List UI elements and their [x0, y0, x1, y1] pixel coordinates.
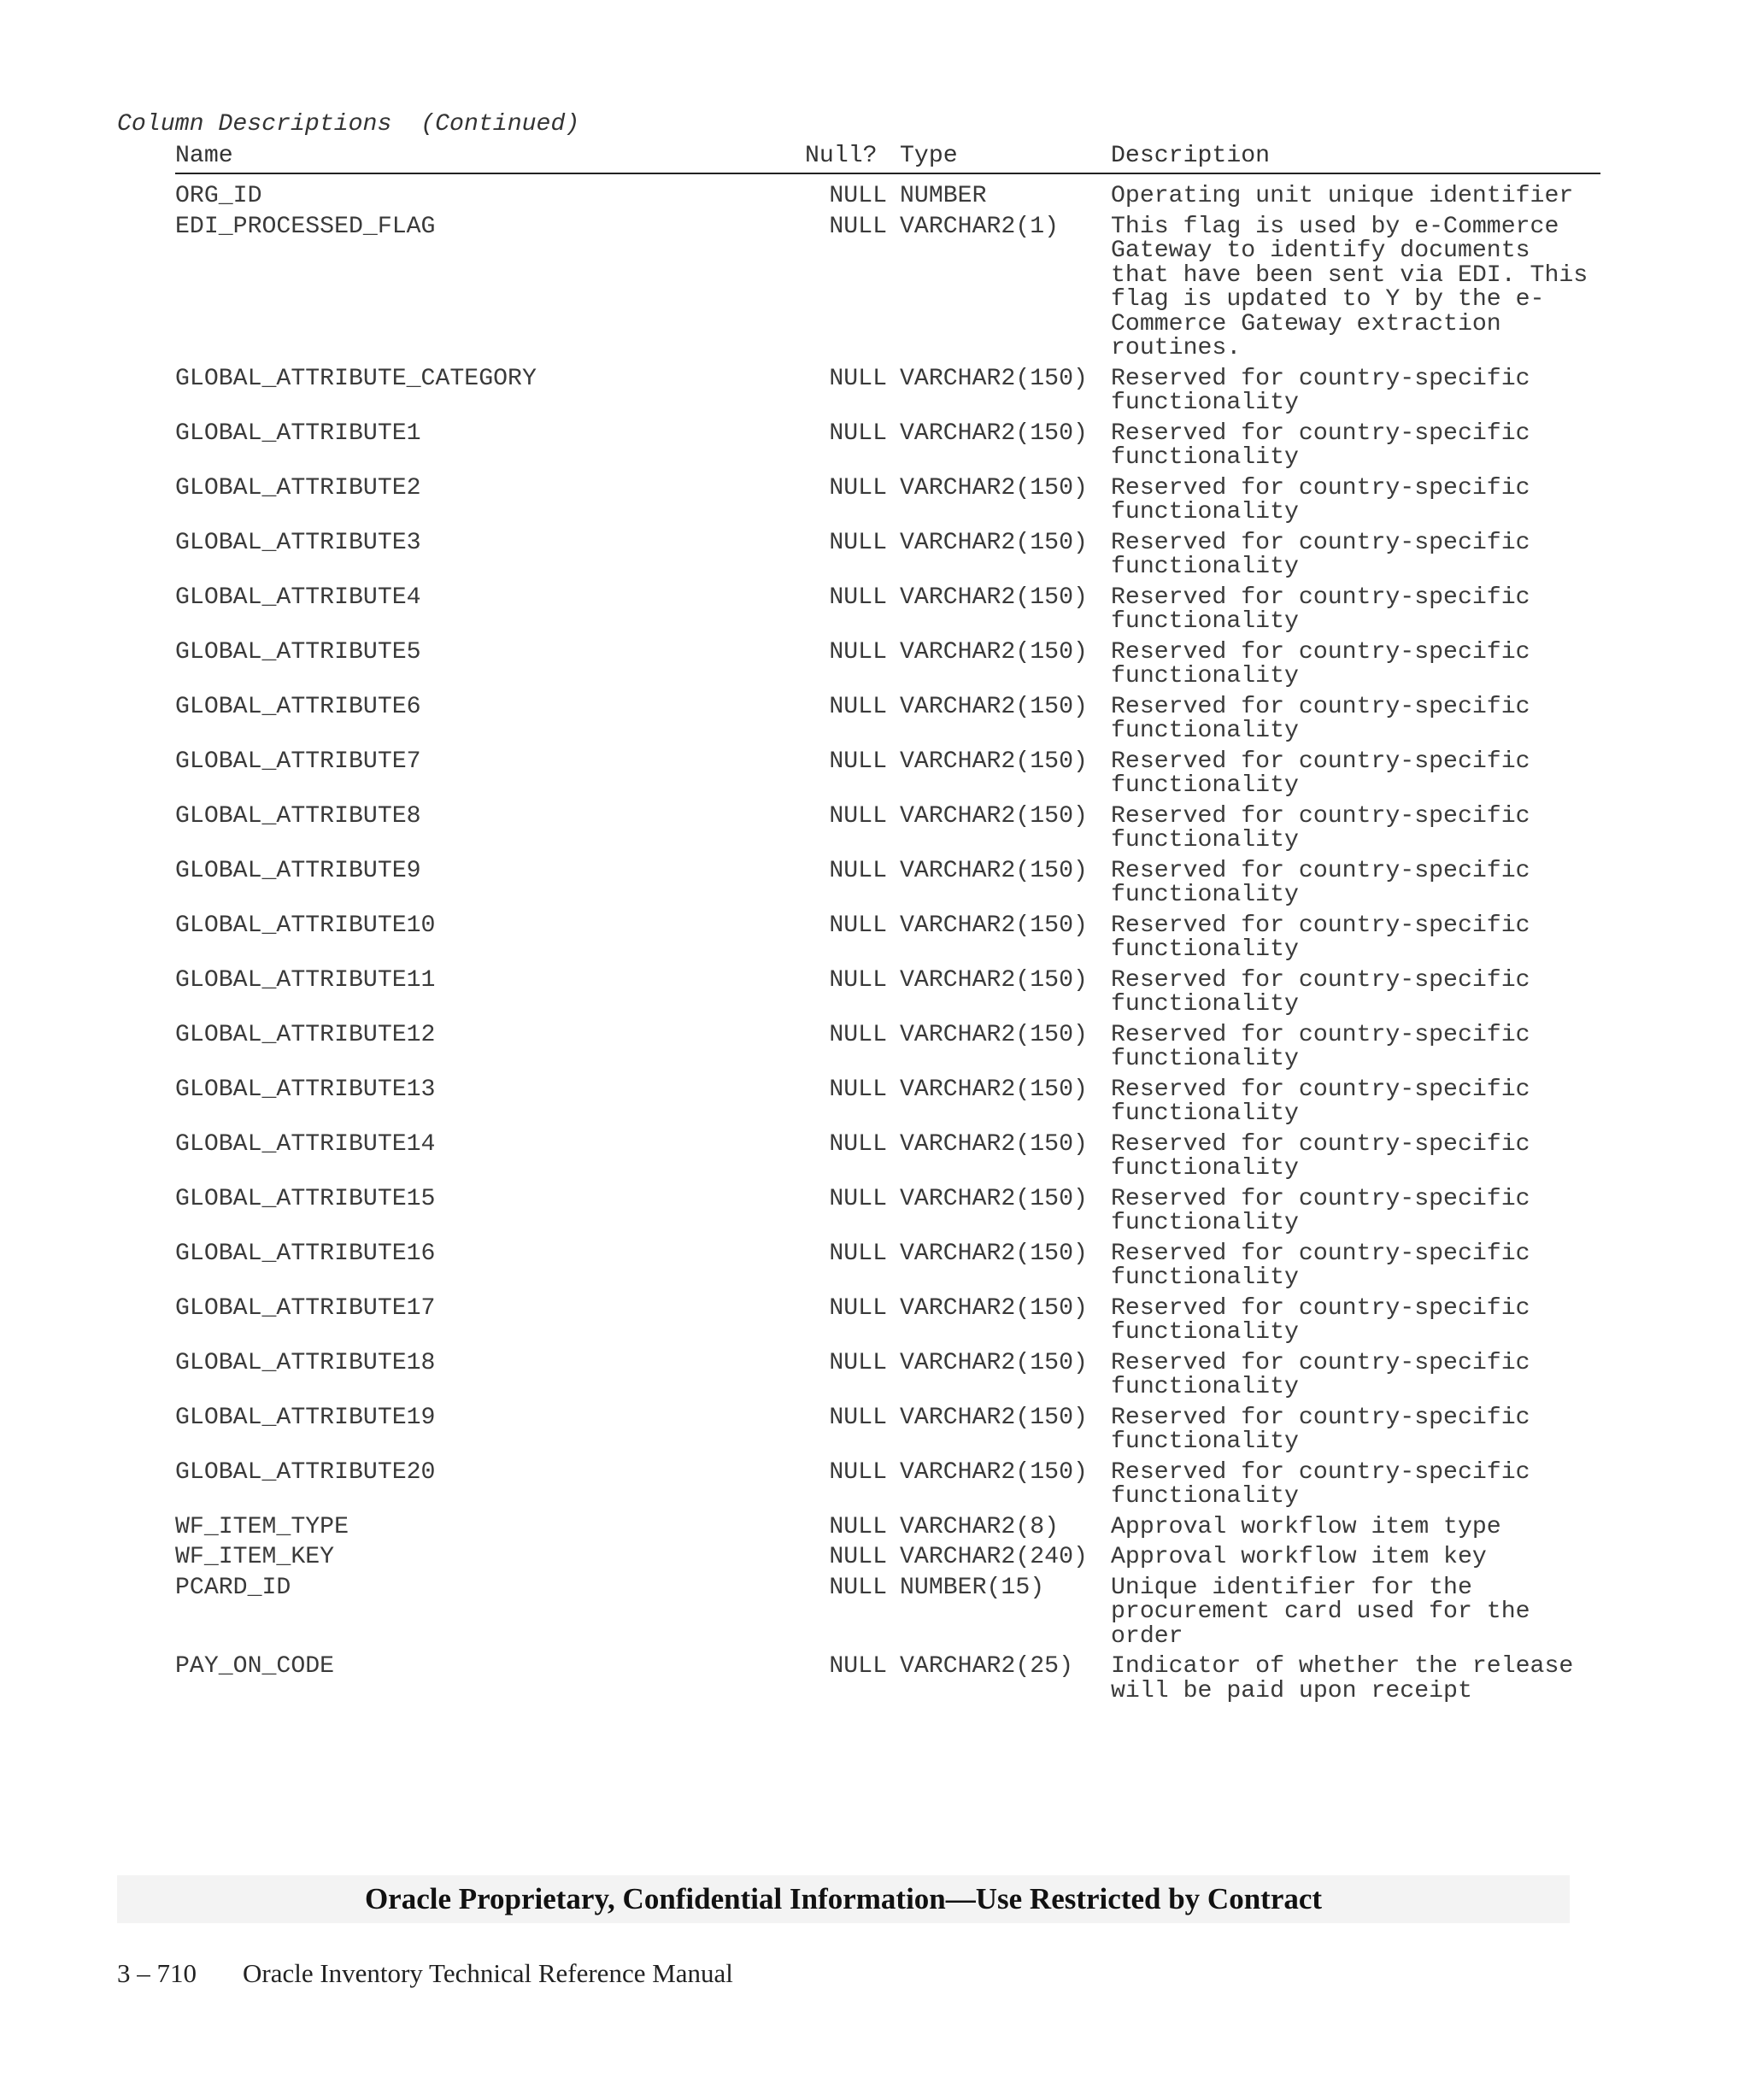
table-row [175, 1078, 1600, 1127]
type-cell: NUMBER(15) [900, 1574, 1045, 1601]
table-row [175, 474, 1600, 525]
column-name-cell: GLOBAL_ATTRIBUTE15 [175, 1185, 436, 1212]
null-cell: NULL [829, 474, 887, 502]
table-row [175, 1546, 1600, 1570]
table-row [175, 966, 1600, 1018]
table-row [175, 1406, 1600, 1455]
table-row [175, 213, 1603, 361]
null-cell: NULL [829, 419, 887, 447]
null-cell: NULL [829, 584, 887, 611]
table-row [175, 1021, 1600, 1072]
column-name-cell: GLOBAL_ATTRIBUTE4 [175, 584, 421, 611]
table-row [175, 1185, 1600, 1236]
description-cell: Reserved for country-specific functionality [1111, 474, 1545, 525]
null-cell: NULL [829, 1185, 887, 1212]
type-cell: VARCHAR2(150) [900, 1130, 1088, 1158]
column-header-description: Description [1111, 143, 1271, 169]
description-cell: Unique identifier for the procurement card used for the order [1111, 1574, 1545, 1650]
description-cell: Reserved for country-specific functionality [1111, 912, 1545, 963]
description-cell: Reserved for country-specific functionality [1111, 966, 1545, 1018]
column-name-cell: GLOBAL_ATTRIBUTE14 [175, 1130, 436, 1158]
column-name-cell: GLOBAL_ATTRIBUTE6 [175, 693, 421, 720]
type-cell: VARCHAR2(150) [900, 1021, 1088, 1048]
confidentiality-text: Oracle Proprietary, Confidential Information––Use Restricted by Contract [364, 1882, 1323, 1915]
column-name-cell: GLOBAL_ATTRIBUTE1 [175, 419, 421, 447]
description-cell: Reserved for country-specific functionality [1111, 1349, 1545, 1400]
table-row [175, 1242, 1600, 1291]
null-cell: NULL [829, 1021, 887, 1048]
null-cell: NULL [829, 802, 887, 830]
null-cell: NULL [829, 693, 887, 720]
description-cell: Indicator of whether the release will be paid upon receipt [1111, 1653, 1589, 1704]
type-cell: NUMBER [900, 183, 987, 209]
column-name-cell: GLOBAL_ATTRIBUTE_CATEGORY [175, 365, 537, 392]
null-cell: NULL [829, 1294, 887, 1322]
type-cell: VARCHAR2(150) [900, 474, 1088, 502]
description-cell: Reserved for country-specific functionality [1111, 1404, 1545, 1455]
description-cell: Reserved for country-specific functionality [1111, 1240, 1545, 1291]
description-cell: Approval workflow item type [1111, 1513, 1501, 1540]
null-cell: NULL [829, 748, 887, 775]
type-cell: VARCHAR2(150) [900, 1349, 1088, 1376]
description-cell: Reserved for country-specific functionality [1111, 1021, 1545, 1072]
type-cell: VARCHAR2(150) [900, 638, 1088, 666]
null-cell: NULL [829, 1240, 887, 1267]
column-name-cell: WF_ITEM_TYPE [175, 1513, 349, 1540]
description-cell: Approval workflow item key [1111, 1544, 1487, 1570]
null-cell: NULL [829, 1574, 887, 1601]
table-row [175, 750, 1600, 799]
type-cell: VARCHAR2(8) [900, 1513, 1060, 1540]
column-name-cell: PAY_ON_CODE [175, 1653, 335, 1680]
table-row [175, 802, 1600, 853]
type-cell: VARCHAR2(150) [900, 1240, 1088, 1267]
confidentiality-banner [117, 1875, 1570, 1923]
table-row [175, 185, 1600, 209]
description-cell: Reserved for country-specific functionality [1111, 1076, 1545, 1127]
description-cell: Reserved for country-specific functionality [1111, 1130, 1545, 1182]
null-cell: NULL [829, 365, 887, 392]
description-cell: Reserved for country-specific functionality [1111, 638, 1545, 689]
null-cell: NULL [829, 1544, 887, 1570]
column-name-cell: GLOBAL_ATTRIBUTE10 [175, 912, 436, 939]
null-cell: NULL [829, 1458, 887, 1486]
type-cell: VARCHAR2(150) [900, 584, 1088, 611]
manual-title: Oracle Inventory Technical Reference Manual [243, 1958, 733, 1988]
null-cell: NULL [829, 213, 887, 240]
column-name-cell: GLOBAL_ATTRIBUTE9 [175, 857, 421, 884]
column-name-cell: GLOBAL_ATTRIBUTE11 [175, 966, 436, 994]
table-row [175, 531, 1600, 580]
column-name-cell: ORG_ID [175, 183, 262, 209]
column-name-cell: GLOBAL_ATTRIBUTE7 [175, 748, 421, 775]
table-body [175, 183, 1603, 1710]
table-row [175, 859, 1600, 908]
column-name-cell: GLOBAL_ATTRIBUTE20 [175, 1458, 436, 1486]
type-cell: VARCHAR2(150) [900, 912, 1088, 939]
column-name-cell: GLOBAL_ATTRIBUTE13 [175, 1076, 436, 1103]
column-name-cell: GLOBAL_ATTRIBUTE17 [175, 1294, 436, 1322]
type-cell: VARCHAR2(150) [900, 693, 1088, 720]
description-cell: Reserved for country-specific functionality [1111, 1185, 1545, 1236]
type-cell: VARCHAR2(150) [900, 1294, 1088, 1322]
column-name-cell: GLOBAL_ATTRIBUTE8 [175, 802, 421, 830]
column-name-cell: PCARD_ID [175, 1574, 291, 1601]
column-name-cell: GLOBAL_ATTRIBUTE12 [175, 1021, 436, 1048]
type-cell: VARCHAR2(1) [900, 213, 1060, 240]
null-cell: NULL [829, 183, 887, 209]
table-row [175, 1349, 1600, 1400]
null-cell: NULL [829, 1349, 887, 1376]
description-cell: Operating unit unique identifier [1111, 183, 1574, 209]
column-name-cell: GLOBAL_ATTRIBUTE16 [175, 1240, 436, 1267]
null-cell: NULL [829, 1513, 887, 1540]
description-cell: Reserved for country-specific functionality [1111, 365, 1545, 416]
type-cell: VARCHAR2(150) [900, 802, 1088, 830]
table-header [175, 144, 1600, 174]
description-cell: Reserved for country-specific functionality [1111, 1294, 1545, 1346]
null-cell: NULL [829, 1076, 887, 1103]
null-cell: NULL [829, 966, 887, 994]
column-header-name: Name [175, 143, 233, 169]
column-name-cell: GLOBAL_ATTRIBUTE3 [175, 529, 421, 556]
description-cell: Reserved for country-specific functionality [1111, 857, 1545, 908]
null-cell: NULL [829, 1130, 887, 1158]
table-row [175, 586, 1600, 635]
page-number: 3 – 710 [117, 1958, 197, 1988]
table-row [175, 419, 1600, 471]
type-cell: VARCHAR2(150) [900, 529, 1088, 556]
description-cell: This flag is used by e-Commerce Gateway to identify documents that have been sent via EDI. This flag is updated to Y by the e-Commerce Gateway extraction routines. [1111, 213, 1603, 361]
null-cell: NULL [829, 857, 887, 884]
type-cell: VARCHAR2(150) [900, 1458, 1088, 1486]
table-row [175, 1130, 1600, 1182]
type-cell: VARCHAR2(150) [900, 365, 1088, 392]
column-header-null: Null? [805, 143, 878, 169]
table-row [175, 1294, 1600, 1346]
type-cell: VARCHAR2(25) [900, 1653, 1073, 1680]
description-cell: Reserved for country-specific functionality [1111, 1458, 1545, 1510]
type-cell: VARCHAR2(150) [900, 966, 1088, 994]
null-cell: NULL [829, 1653, 887, 1680]
null-cell: NULL [829, 1404, 887, 1431]
type-cell: VARCHAR2(150) [900, 1404, 1088, 1431]
null-cell: NULL [829, 912, 887, 939]
table-row [175, 1458, 1600, 1510]
null-cell: NULL [829, 638, 887, 666]
description-cell: Reserved for country-specific functionality [1111, 802, 1545, 853]
column-header-type: Type [900, 143, 958, 169]
description-cell: Reserved for country-specific functionality [1111, 419, 1545, 471]
column-name-cell: GLOBAL_ATTRIBUTE19 [175, 1404, 436, 1431]
column-name-cell: GLOBAL_ATTRIBUTE2 [175, 474, 421, 502]
table-row [175, 367, 1600, 416]
column-name-cell: EDI_PROCESSED_FLAG [175, 213, 436, 240]
column-name-cell: GLOBAL_ATTRIBUTE18 [175, 1349, 436, 1376]
type-cell: VARCHAR2(150) [900, 1185, 1088, 1212]
column-name-cell: WF_ITEM_KEY [175, 1544, 335, 1570]
table-row [175, 695, 1600, 744]
type-cell: VARCHAR2(150) [900, 1076, 1088, 1103]
type-cell: VARCHAR2(150) [900, 748, 1088, 775]
table-row [175, 638, 1600, 689]
table-caption: Column Descriptions (Continued) [117, 111, 580, 138]
table-row [175, 1655, 1600, 1704]
type-cell: VARCHAR2(240) [900, 1544, 1088, 1570]
description-cell: Reserved for country-specific functionality [1111, 529, 1545, 580]
table-row [175, 914, 1600, 963]
description-cell: Reserved for country-specific functionality [1111, 693, 1545, 744]
type-cell: VARCHAR2(150) [900, 419, 1088, 447]
table-row [175, 1576, 1600, 1650]
page-footer [117, 1958, 733, 1989]
description-cell: Reserved for country-specific functionality [1111, 748, 1545, 799]
type-cell: VARCHAR2(150) [900, 857, 1088, 884]
null-cell: NULL [829, 529, 887, 556]
table-row [175, 1513, 1600, 1540]
description-cell: Reserved for country-specific functionality [1111, 584, 1545, 635]
column-name-cell: GLOBAL_ATTRIBUTE5 [175, 638, 421, 666]
